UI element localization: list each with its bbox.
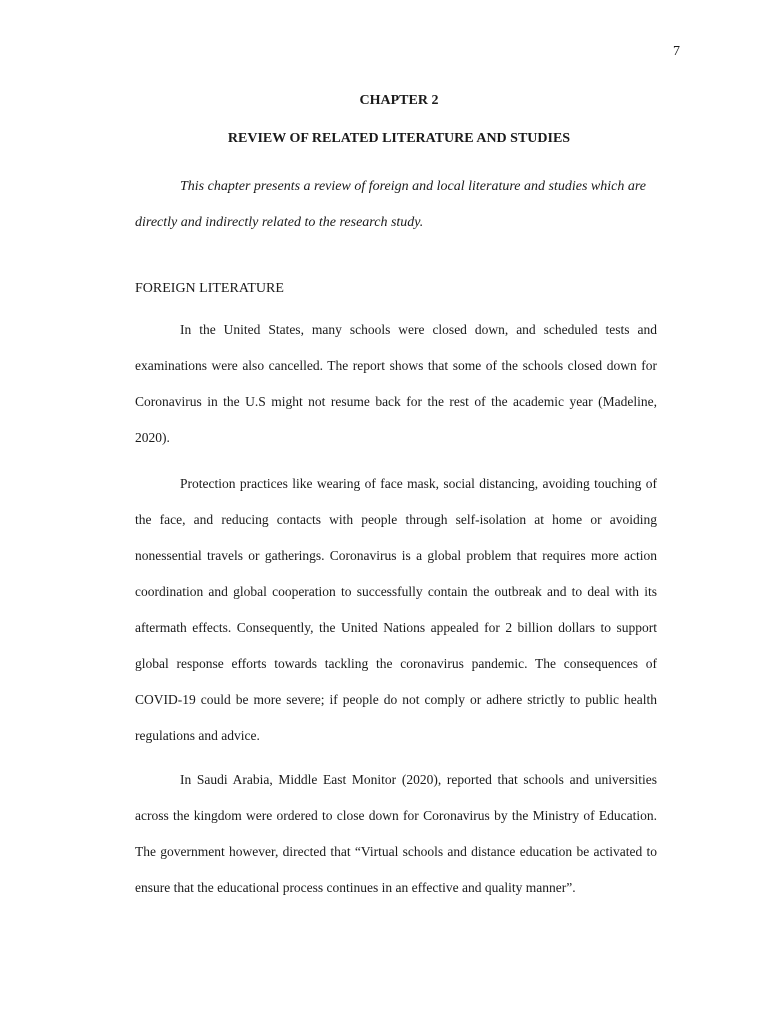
chapter-intro: This chapter presents a review of foreign and local literature and studies which are directly and indirectly related to the research study. — [135, 179, 646, 230]
page-number: 7 — [673, 44, 680, 59]
paragraph-protection-practices: Protection practices like wearing of face mask, social distancing, avoiding touching of the face, and reducing contacts with people through self-isolation at home or avoiding nonessential travels or gatherings. Coronavirus is a global problem that requires more action coordination and global cooperation to successfully contain the outbreak and to deal with its aftermath effects. Consequently, the United Nations appealed for 2 billion dollars to support global response efforts towards tackling the coronavirus pandemic. The consequences of COVID-19 could be more severe; if people do not comply or adhere strictly to public health regulations and advice. — [135, 476, 657, 743]
chapter-label: CHAPTER 2 — [359, 93, 439, 108]
paragraph-united-states: In the United States, many schools were closed down, and scheduled tests and examinations were also cancelled. The report shows that some of the schools closed down for Coronavirus in the U.S might not resume back for the rest of the academic year (Madeline, 2020). — [135, 322, 657, 445]
paragraph-saudi-arabia: In Saudi Arabia, Middle East Monitor (2020), reported that schools and universities across the kingdom were ordered to close down for Coronavirus by the Ministry of Education. The government however, directed that “Virtual schools and distance education be activated to ensure that the educational process continues in an effective and quality manner”. — [135, 772, 657, 895]
section-heading-foreign-literature: FOREIGN LITERATURE — [135, 281, 284, 296]
chapter-title: REVIEW OF RELATED LITERATURE AND STUDIES — [227, 131, 571, 146]
